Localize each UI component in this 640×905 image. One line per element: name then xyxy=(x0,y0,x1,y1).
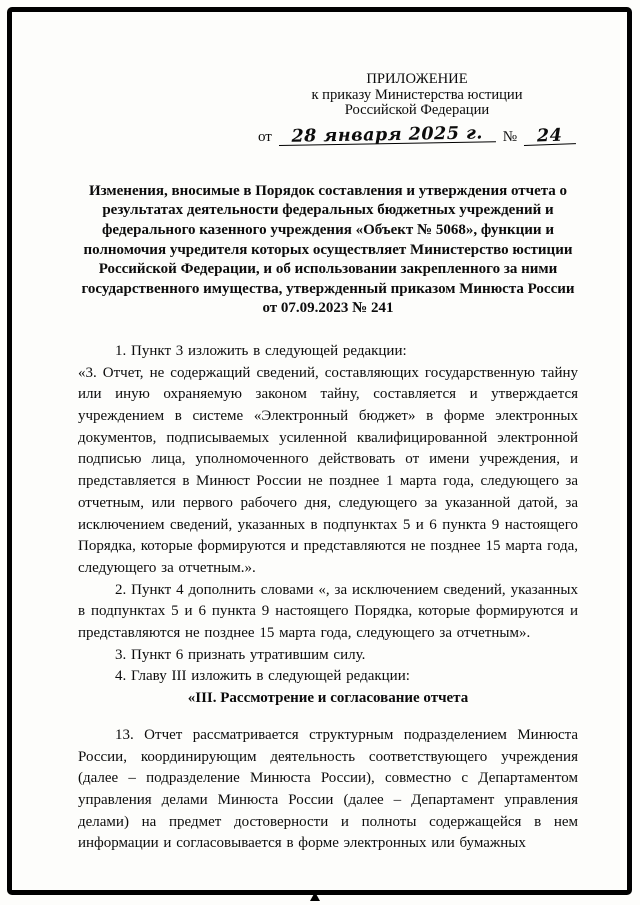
document-title: Изменения, вносимые в Порядок составления и утверждения отчета о результатах деятельности федеральных бюджетных учреждений и федерального казенного учреждения «Объект № 5068», функции и полномочия учредителя которых осуществляет Министерство юстиции Российской Федерации, и об использовании закрепленного за ними государственного имущества, утвержденный приказом Минюста России от 07.09.2023 № 241 xyxy=(81,182,575,317)
number-label: № xyxy=(502,128,517,145)
date-prefix-label: от xyxy=(258,128,272,145)
paragraph-item-3: 3. Пункт 6 признать утратившим силу. xyxy=(115,646,366,663)
handwritten-number: 24 xyxy=(523,128,576,146)
approval-heading: ПРИЛОЖЕНИЕ xyxy=(366,71,468,87)
paragraph-quoted-point-3: «3. Отчет, не содержащий сведений, составляющих государственную тайну или иную охраняемую законом тайну, составляется и утверждается учреждением в системе «Электронный бюджет» в форме электронных документов, подписываемых усиленной квалифицированной электронной подписью лица, уполномоченного действовать от имени учреждения, и представляется в Минюст России не позднее 1 марта года, следующего за отчетным, или первого рабочего дня, следующего за указанной датой, за исключением сведений, указанных в подпунктах 5 и 6 пункта 9 настоящего Порядка, которые формируются и представляются не позднее 15 марта года, следующего за отчетным.». xyxy=(78,364,578,576)
section-heading-chapter-3: «III. Рассмотрение и согласование отчета xyxy=(187,690,469,707)
paragraph-item-2: 2. Пункт 4 дополнить словами «, за исключением сведений, указанных в подпунктах 5 и 6 пункта 9 настоящего Порядка, которые формируются и представляются не позднее 15 марта года, следующего за отчетным». xyxy=(78,581,578,642)
paragraph-item-1: 1. Пункт 3 изложить в следующей редакции: xyxy=(115,342,407,359)
handwritten-date: 28 января 2025 г. xyxy=(279,126,496,146)
approval-line-ministry: к приказу Министерства юстиции xyxy=(311,86,523,103)
paragraph-item-13: 13. Отчет рассматривается структурным подразделением Минюста России, координирующим деятельность соответствующего учреждения (далее – подразделение Минюста России), совместно с Департаментом управления делами Минюста России (далее – Департамент управления делами) на предмет достоверности и полноты содержащейся в нем информации и согласовывается в форме электронных или бумажных xyxy=(78,726,578,852)
paragraph-item-4: 4. Главу III изложить в следующей редакции: xyxy=(115,668,410,685)
approval-line-federation: Российской Федерации xyxy=(344,102,490,119)
approval-block xyxy=(258,72,576,146)
scan-artifact-mark xyxy=(310,892,320,901)
approval-date-line xyxy=(258,123,576,147)
